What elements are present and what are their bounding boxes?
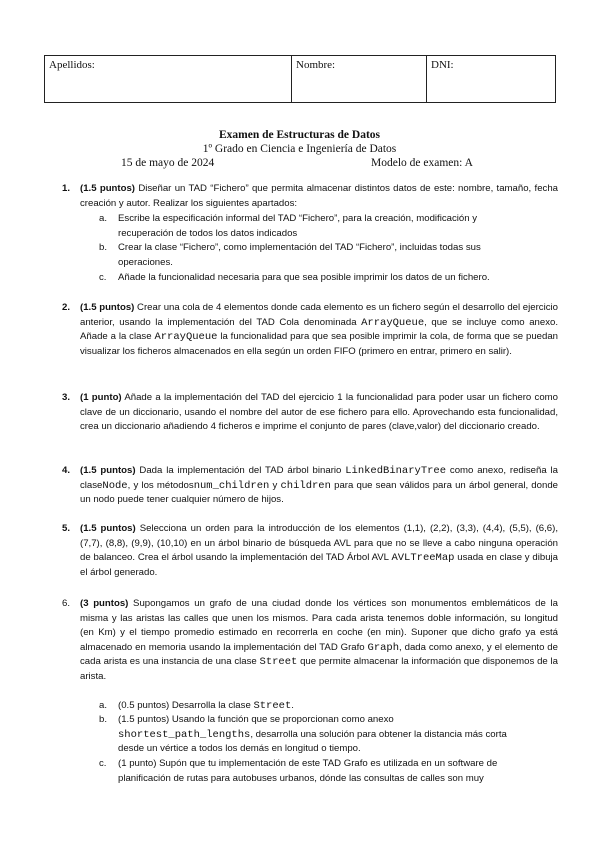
student-id-box	[44, 55, 556, 103]
sub-item: c. (1 punto) Supón que tu implementación de este TAD Grafo es utilizada en un software de planificación de rutas para autobuses urbanos, dónde las consultas de calles son muy	[99, 757, 498, 784]
question-text: Diseñar un TAD “Fichero” que permita almacenar distintos datos de este: nombre, tamaño, fecha creación y autor. Realizar los siguientes apartados:	[80, 183, 558, 209]
question-points: (1.5 puntos)	[80, 302, 135, 313]
sub-item: a. (0.5 puntos) Desarrolla la clase Street.	[99, 699, 294, 712]
sub-item: b. (1.5 puntos) Usando la función que se proporcionan como anexo shortest_path_lengths, desarrolla una solución para obtener la distancia más corta desde un vértice a todos los demás en longitud o tiempo.	[99, 714, 507, 755]
question-6: 6. (3 puntos) Supongamos un grafo de una ciudad donde los vértices son monumentos emblemáticos de la misma y las aristas las calles que unen los mismos. Para cada arista tenemos doble información, su longitud (en Km) y el tiempo promedio estimado en recorrerla en coche (en min). Suponer que dicho grafo ya está almacenado en memoria usando la implementación del TAD Grafo Graph, dada como anexo, y el elemento de cada arista es una instancia de una clase Street que permite almacenar la información que disponemos de la arista. a. (0.5 puntos) Desarrolla la clase Street. b. (1.5 puntos) Usando la función que se proporcionan como anexo shortest_path_lengths, desarrolla una solución para obtener la distancia más corta desde un vértice a todos los demás en longitud o tiempo. c. (1 punto) Supón que tu implementación de este TAD Grafo es utilizada en un software de planificación de rutas para autobuses urbanos, dónde las consultas de calles son muy	[62, 597, 558, 786]
sub-item: a. Escribe la especificación informal del TAD “Fichero”, para la creación, modificación y recuperación de todos los datos indicados	[99, 213, 478, 239]
question-points: (1.5 puntos)	[80, 183, 136, 194]
question-number: 6.	[62, 598, 71, 609]
question-4: 4. (1.5 puntos) Dada la implementación del TAD árbol binario LinkedBinaryTree como anexo, rediseña la claseNode, y los métodosnum_children y children para que sean válidos para un árbol general, donde un nodo puede tener cualquier número de hijos.	[62, 465, 558, 506]
question-number: 2.	[62, 302, 71, 313]
question-number: 4.	[62, 465, 71, 476]
question-number: 5.	[62, 523, 71, 534]
code-linked-binary-tree: LinkedBinaryTree	[345, 465, 447, 477]
code-children: children	[280, 479, 331, 492]
exam-date: 15 de mayo de 2024	[121, 157, 215, 169]
question-3	[62, 391, 558, 435]
question-number: 1.	[62, 183, 71, 194]
sub-item: b. Crear la clase “Fichero”, como implementación del TAD “Fichero”, incluidas todas sus operaciones.	[99, 242, 481, 268]
nombre-field[interactable]: Nombre:	[292, 56, 427, 103]
question-2: 2. (1.5 puntos) Crear una cola de 4 elementos donde cada elemento es un fichero según el desarrollo del ejercicio anterior, usando la implementación del TAD Cola denominada ArrayQueue, que se incluye como anexo. Añade a la clase ArrayQueue la funcionalidad para que sea posible imprimir la cola, de forma que se puedan visualizar los ficheros almacenados en ella según un orden FIFO (primero en entrar, primero en salir).	[62, 302, 558, 357]
code-array-queue: ArrayQueue	[154, 331, 218, 344]
apellidos-field[interactable]: Apellidos:	[45, 56, 292, 103]
code-node: Node	[102, 479, 128, 492]
code-street: Street	[259, 656, 298, 669]
question-text: Añade a la implementación del TAD del ejercicio 1 la funcionalidad para poder usar un fichero como clave de un diccionario, usando el nombre del autor de ese fichero para ello. Aprovechando esta funcionalidad, crea un diccionario añadiendo 4 ficheros e imprime el conjunto de pares (clave,valor) del diccionario creado.	[80, 392, 558, 433]
question-points: (1.5 puntos)	[80, 523, 136, 534]
code-num-children: num_children	[193, 479, 270, 492]
exam-subtitle: 1º Grado en Ciencia e Ingeniería de Datos	[202, 143, 397, 155]
code-array-queue: ArrayQueue	[361, 316, 425, 329]
question-points: (1 punto)	[80, 392, 122, 403]
question-points: (1.5 puntos)	[80, 465, 136, 476]
dni-field[interactable]: DNI:	[427, 56, 556, 103]
question-number: 3.	[62, 392, 71, 403]
code-graph: Graph	[367, 641, 400, 654]
sub-item: c. Añade la funcionalidad necesaria para que sea posible imprimir los datos de un fichero.	[99, 271, 490, 283]
question-1	[62, 182, 558, 285]
exam-model: Modelo de examen: A	[371, 157, 473, 169]
question-5: 5. (1.5 puntos) Selecciona un orden para la introducción de los elementos (1,1), (2,2), (3,3), (4,4), (5,5), (6,6), (7,7), (8,8), (9,9), (10,10) en un árbol binario de búsqueda AVL para que no se lleve a cabo ninguna operación de balanceo. Crea el árbol usando la implementación del TAD Árbol AVL AVLTreeMap usada en clase y dibuja el árbol generado.	[62, 523, 558, 578]
exam-title: Examen de Estructuras de Datos	[219, 129, 380, 141]
code-avl-tree-map: AVLTreeMap	[391, 552, 455, 565]
question-points: (3 puntos)	[80, 598, 129, 609]
